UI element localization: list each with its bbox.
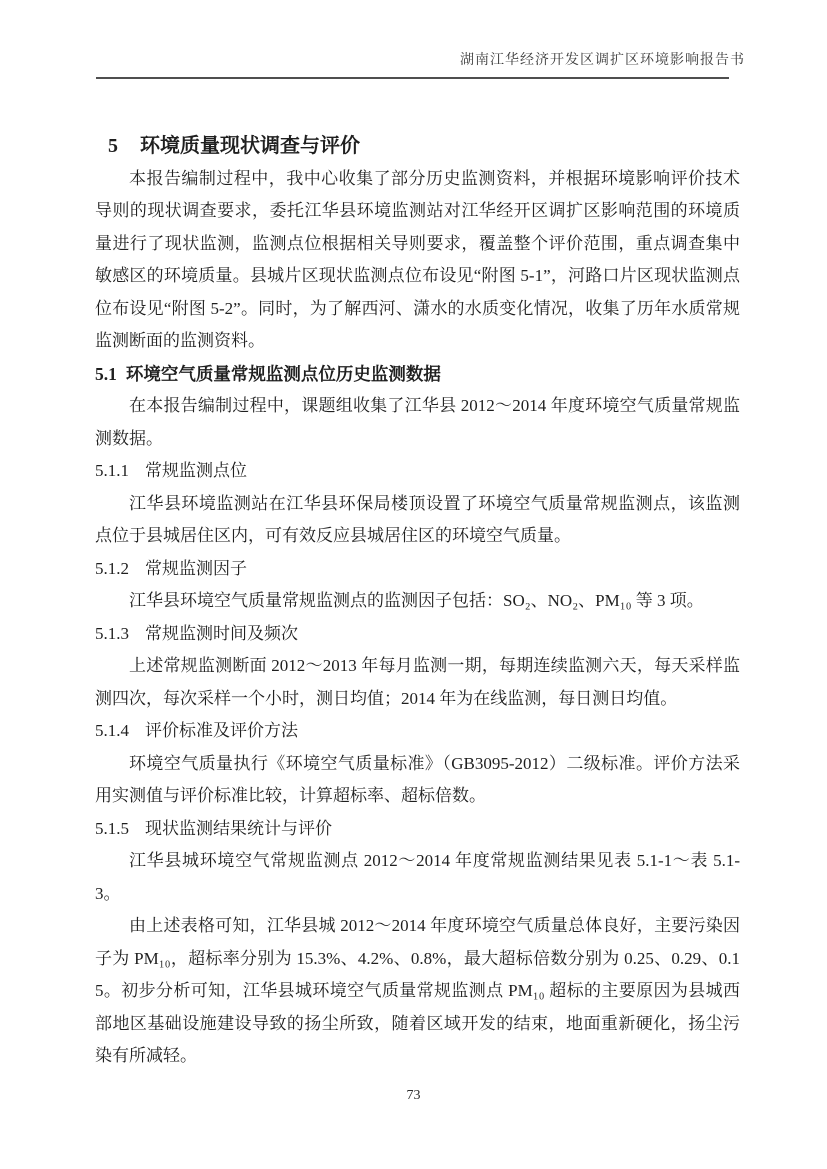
document-body (95, 130, 740, 1073)
paragraph: 本报告编制过程中，我中心收集了部分历史监测资料，并根据环境影响评价技术导则的现状调查要求，委托江华县环境监测站对江华经开区调扩区影响范围的环境质量进行了现状监测，监测点位根据相关导则要求，覆盖整个评价范围，重点调查集中敏感区的环境质量。县城片区现状监测点位布设见“附图 5-1”，河路口片区现状监测点位布设见“附图 5-2”。同时，为了解西河、潇水的水质变化情况，收集了历年水质常规监测断面的监测资料。 (95, 168, 740, 350)
page-footer (0, 1088, 827, 1104)
paragraph: 上述常规监测断面 2012～2013 年每月监测一期，每期连续监测六天，每天采样监测四次，每次采样一个小时，测日均值；2014 年为在线监测，每日测日均值。 (95, 656, 740, 708)
heading-number: 5.1.3 (95, 623, 129, 643)
heading-title: 常规监测时间及频次 (145, 623, 298, 643)
paragraph: 环境空气质量执行《环境空气质量标准》（GB3095-2012）二级标准。评价方法采用实测值与评价标准比较，计算超标率、超标倍数。 (95, 753, 740, 805)
paragraph: 江华县城环境空气常规监测点 2012～2014 年度常规监测结果见表 5.1-1～表 5.1-3。 (95, 851, 740, 903)
subsection-heading (95, 553, 740, 586)
subsection-heading (95, 455, 740, 488)
paragraph: 江华县环境空气质量常规监测点的监测因子包括：SO₂、NO₂、PM₁₀ 等 3 项。 (129, 591, 704, 610)
subsection-heading (95, 715, 740, 748)
heading-number: 5 (108, 135, 118, 157)
heading-title: 常规监测点位 (145, 461, 247, 480)
subsection-heading (95, 618, 740, 651)
heading-title: 评价标准及评价方法 (145, 721, 298, 740)
heading-title: 常规监测因子 (145, 558, 247, 578)
header-rule (96, 77, 729, 79)
heading-title: 现状监测结果统计与评价 (145, 818, 332, 838)
paragraph: 江华县环境监测站在江华县环保局楼顶设置了环境空气质量常规监测点，该监测点位于县城居住区内，可有效反应县城居住区的环境空气质量。 (95, 493, 740, 545)
heading-number: 5.1.2 (95, 558, 129, 578)
page-number: 73 (406, 1088, 421, 1103)
chapter-heading (95, 130, 740, 163)
page-header (95, 52, 745, 70)
section-heading (95, 358, 740, 391)
paragraph: 由上述表格可知，江华县城 2012～2014 年度环境空气质量总体良好，主要污染因子为 PM₁₀，超标率分别为 15.3%、4.2%、0.8%，最大超标倍数分别为 0.25、0.29、0.15。初步分析可知，江华县城环境空气质量常规监测点 PM₁₀ 超标的主要原因为县城西部地区基础设施建设导致的扬尘所致，随着区域开发的结束，地面重新硬化，扬尘污染有所减轻。 (95, 916, 740, 1065)
subsection-heading (95, 813, 740, 846)
heading-title: 环境空气质量常规监测点位历史监测数据 (125, 363, 441, 384)
heading-number: 5.1.4 (95, 721, 129, 740)
paragraph: 在本报告编制过程中，课题组收集了江华县 2012～2014 年度环境空气质量常规监测数据。 (95, 396, 740, 448)
heading-number: 5.1.1 (95, 461, 129, 480)
heading-title: 环境质量现状调查与评价 (140, 135, 360, 157)
header-title: 湖南江华经济开发区调扩区环境影响报告书 (460, 53, 745, 68)
heading-number: 5.1 (95, 363, 117, 384)
heading-number: 5.1.5 (95, 818, 129, 838)
